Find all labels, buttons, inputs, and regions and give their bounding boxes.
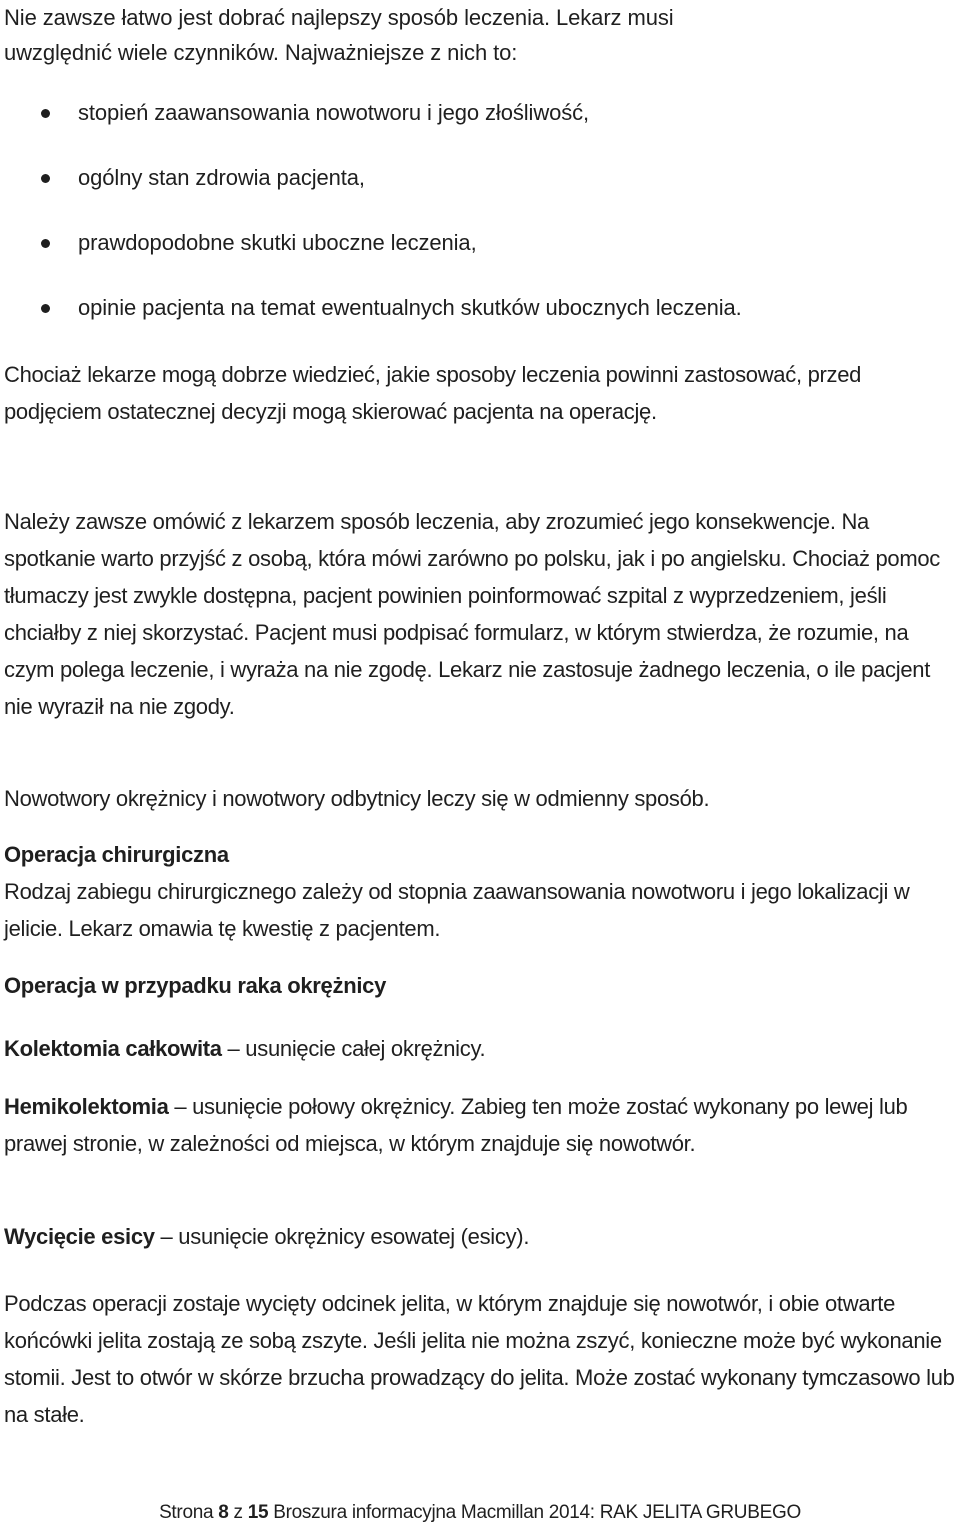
- intro-line-2: uwzględnić wiele czynników. Najważniejsze z nich to:: [4, 40, 518, 65]
- list-item: [0, 226, 960, 260]
- factor-text: opinie pacjenta na temat ewentualnych skutków ubocznych leczenia.: [78, 295, 742, 320]
- procedure-description: – usunięcie całej okrężnicy.: [221, 1036, 486, 1061]
- factor-text: ogólny stan zdrowia pacjenta,: [78, 165, 365, 190]
- footer-page-word: Strona: [159, 1502, 214, 1523]
- procedure-hemicolectomy: [4, 1088, 958, 1162]
- footer-of-word: z: [233, 1502, 243, 1523]
- footer-publication: Broszura informacyjna Macmillan 2014: RAK JELITA GRUBEGO: [273, 1502, 801, 1523]
- surgery-heading: Operacja chirurgiczna: [4, 842, 229, 867]
- factors-list: [0, 96, 960, 356]
- bullet-icon: [41, 174, 50, 183]
- page-footer: [0, 1498, 960, 1528]
- list-item: [0, 96, 960, 130]
- footer-page-number: 8: [218, 1502, 229, 1523]
- bullet-icon: [41, 304, 50, 313]
- procedure-description: – usunięcie połowy okrężnicy. Zabieg ten może zostać wykonany po lewej lub prawej stronie, w zależności od miejsca, w którym znajduje się nowotwór.: [4, 1094, 908, 1156]
- surgery-referral-paragraph: Chociaż lekarze mogą dobrze wiedzieć, jakie sposoby leczenia powinni zastosować, przed podjęciem ostatecznej decyzji mogą skierować pacjenta na operację.: [4, 362, 862, 424]
- different-treatment-paragraph: Nowotwory okrężnicy i nowotwory odbytnicy leczy się w odmienny sposób.: [4, 786, 710, 811]
- list-item: [0, 291, 960, 325]
- factor-text: stopień zaawansowania nowotworu i jego złośliwość,: [78, 100, 590, 125]
- list-item: [0, 161, 960, 195]
- procedure-colectomy: [4, 1030, 958, 1067]
- procedure-term: Wycięcie esicy: [4, 1224, 155, 1249]
- procedure-term: Kolektomia całkowita: [4, 1036, 222, 1061]
- bullet-icon: [41, 109, 50, 118]
- footer-page-total: 15: [247, 1502, 269, 1523]
- colon-surgery-heading: Operacja w przypadku raka okrężnicy: [4, 973, 387, 998]
- procedure-description: – usunięcie okrężnicy esowatej (esicy).: [154, 1224, 530, 1249]
- intro-paragraph: [4, 0, 954, 70]
- operation-paragraph: Podczas operacji zostaje wycięty odcinek jelita, w którym znajduje się nowotwór, i obie otwarte końcówki jelita zostają ze sobą zszyte. Jeśli jelita nie można zszyć, konieczne może być wykonanie stomii. Jest to otwór w skórze brzucha prowadzący do jelita. Może zostać wykonany tymczasowo lub na stałe.: [4, 1291, 955, 1427]
- factor-text: prawdopodobne skutki uboczne leczenia,: [78, 230, 477, 255]
- discuss-treatment-paragraph: Należy zawsze omówić z lekarzem sposób leczenia, aby zrozumieć jego konsekwencje. Na spotkanie warto przyjść z osobą, która mówi zarówno po polsku, jak i po angielsku. Chociaż pomoc tłumaczy jest zwykle dostępna, pacjent powinien poinformować szpital z wyprzedzeniem, jeśli chciałby z niej skorzystać. Pacjent musi podpisać formularz, w którym stwierdza, że rozumie, na czym polega leczenie, i wyraża na nie zgodę. Lekarz nie zastosuje żadnego leczenia, o ile pacjent nie wyraził na nie zgody.: [4, 509, 940, 719]
- surgery-body: Rodzaj zabiegu chirurgicznego zależy od stopnia zaawansowania nowotworu i jego lokalizacji w jelicie. Lekarz omawia tę kwestię z pacjentem.: [4, 879, 910, 941]
- bullet-icon: [41, 239, 50, 248]
- procedure-sigmoidectomy: [4, 1218, 958, 1255]
- procedure-term: Hemikolektomia: [4, 1094, 169, 1119]
- intro-line-1: Nie zawsze łatwo jest dobrać najlepszy sposób leczenia. Lekarz musi: [4, 5, 674, 30]
- surgery-section: [4, 836, 958, 947]
